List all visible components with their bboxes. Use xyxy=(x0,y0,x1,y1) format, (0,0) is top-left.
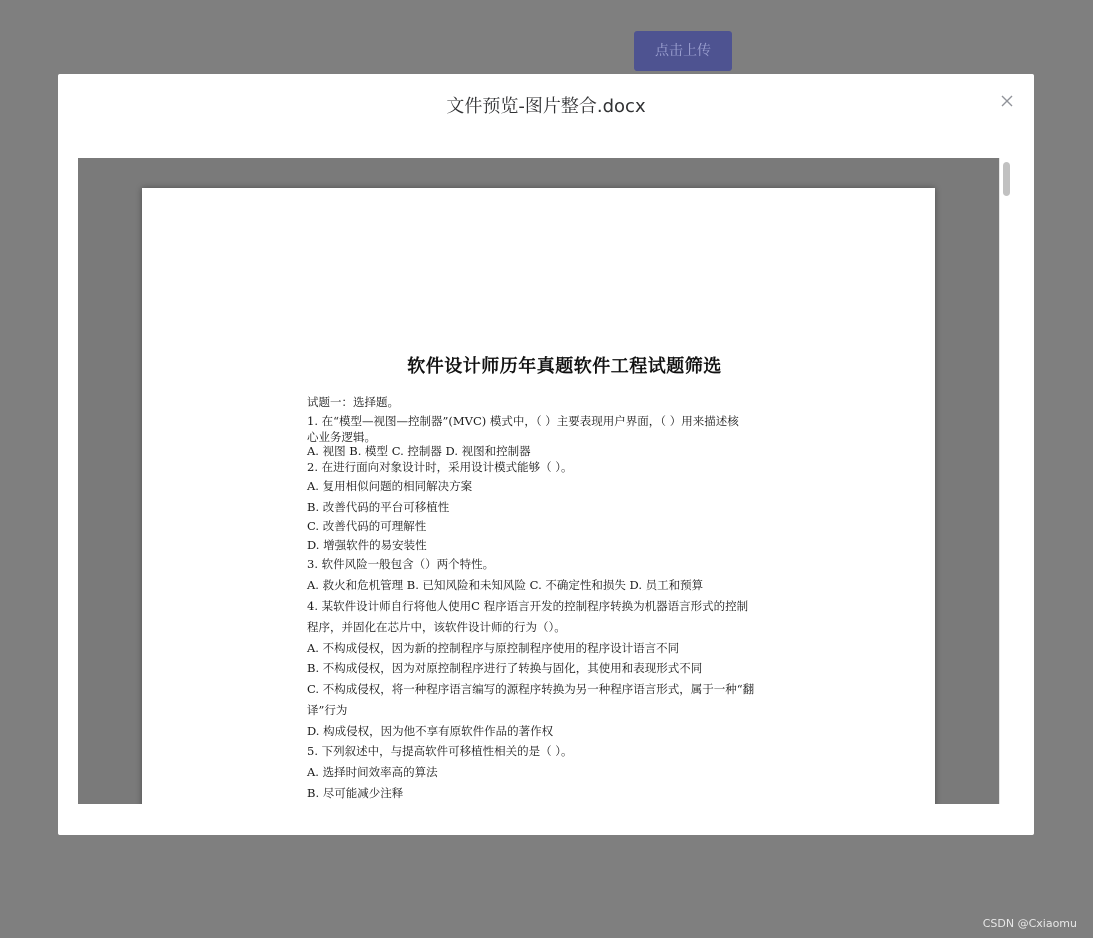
document-line: A. 复用相似问题的相同解决方案 xyxy=(307,479,473,493)
document-line: C. 不构成侵权，将一种程序语言编写的源程序转换为另一种程序语言形式，属于一种“翻 xyxy=(307,682,755,696)
document-viewer[interactable] xyxy=(78,158,999,804)
document-line: A. 不构成侵权，因为新的控制程序与原控制程序使用的程序设计语言不同 xyxy=(307,641,680,655)
document-line: A. 选择时间效率高的算法 xyxy=(307,765,438,779)
document-line: A. 视图 B. 模型 C. 控制器 D. 视图和控制器 xyxy=(307,444,531,458)
document-line: 心业务逻辑。 xyxy=(307,430,376,444)
document-line: 5. 下列叙述中，与提高软件可移植性相关的是（ ）。 xyxy=(307,744,573,758)
vertical-scrollbar[interactable] xyxy=(999,158,1013,804)
dialog-title: 文件预览-图片整合.docx xyxy=(446,96,646,117)
watermark: CSDN @Cxiaomu xyxy=(982,917,1077,930)
document-line: 程序，并固化在芯片中，该软件设计师的行为（）。 xyxy=(307,620,566,634)
document-line: 4. 某软件设计师自行将他人使用C 程序语言开发的控制程序转换为机器语言形式的控制 xyxy=(307,599,749,613)
scrollbar-thumb[interactable] xyxy=(1003,162,1010,196)
document-line: D. 构成侵权，因为他不享有原软件作品的著作权 xyxy=(307,724,554,738)
document-line: C. 改善代码的可理解性 xyxy=(307,519,427,533)
document-page xyxy=(142,188,935,804)
file-preview-dialog xyxy=(58,74,1034,835)
document-line: D. 增强软件的易安装性 xyxy=(307,538,427,552)
document-line: 1. 在“模型—视图—控制器”(MVC) 模式中，（ ）主要表现用户界面，（ ）用来描述核 xyxy=(307,414,739,428)
document-line: B. 不构成侵权，因为对原控制程序进行了转换与固化，其使用和表现形式不同 xyxy=(307,661,703,675)
document-line: B. 尽可能减少注释 xyxy=(307,786,404,800)
document-line: A. 救火和危机管理 B. 已知风险和未知风险 C. 不确定性和损失 D. 员工和预算 xyxy=(307,578,704,592)
close-icon[interactable] xyxy=(1000,94,1014,108)
document-line: 译”行为 xyxy=(307,703,348,717)
document-line: B. 改善代码的平台可移植性 xyxy=(307,500,450,514)
document-line: 3. 软件风险一般包含（）两个特性。 xyxy=(307,557,495,571)
upload-button[interactable]: 点击上传 xyxy=(634,31,732,71)
document-line: 2. 在进行面向对象设计时，采用设计模式能够（ ）。 xyxy=(307,460,573,474)
document-line: 试题一：选择题。 xyxy=(307,395,399,409)
document-title: 软件设计师历年真题软件工程试题筛选 xyxy=(407,356,722,377)
